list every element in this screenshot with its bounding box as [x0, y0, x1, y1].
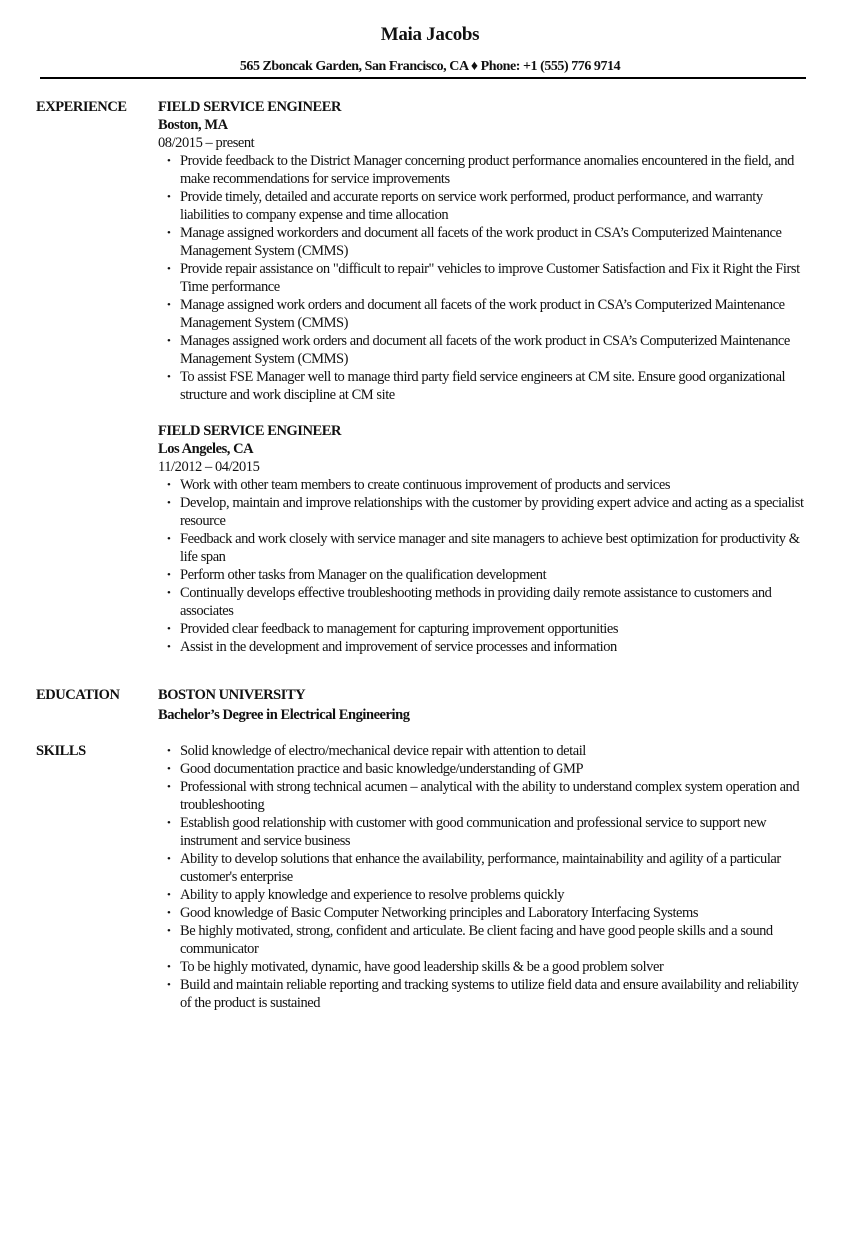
list-item: • Provided clear feedback to management for capturing improvement opportunities [180, 620, 806, 638]
experience-section [36, 98, 806, 674]
job-location: Boston, MA [158, 117, 228, 133]
skill-item: • Build and maintain reliable reporting and tracking systems to utilize field data and ensure availability and reliability of the product is sustained [180, 976, 806, 1012]
list-item: • Assist in the development and improvement of service processes and information [180, 638, 806, 656]
section-label: EDUCATION [36, 687, 120, 703]
list-item: • Continually develops effective troubleshooting methods in providing daily remote assistance to customers and associates [180, 584, 806, 620]
list-item: • Provide timely, detailed and accurate reports on service work performed, product performance, and warranty liabilities to company expense and time allocation [180, 188, 806, 224]
section-label: EXPERIENCE [36, 99, 127, 115]
skill-item: • To be highly motivated, dynamic, have good leadership skills & be a good problem solver [180, 958, 806, 976]
skills-section [36, 742, 806, 1012]
skill-item: • Solid knowledge of electro/mechanical device repair with attention to detail [180, 742, 806, 760]
skill-item: • Be highly motivated, strong, confident and articulate. Be client facing and have good people skills and a sound communicator [180, 922, 806, 958]
list-item: • Manage assigned work orders and document all facets of the work product in CSA’s Computerized Maintenance Management System (CMMS) [180, 296, 806, 332]
job-location: Los Angeles, CA [158, 441, 254, 457]
list-item: • To assist FSE Manager well to manage third party field service engineers at CM site. Ensure good organizational structure and work discipline at CM site [180, 368, 806, 404]
list-item: • Manage assigned workorders and document all facets of the work product in CSA’s Computerized Maintenance Management System (CMMS) [180, 224, 806, 260]
skill-item: • Good knowledge of Basic Computer Networking principles and Laboratory Interfacing Systems [180, 904, 806, 922]
skill-item: • Professional with strong technical acumen – analytical with the ability to understand complex system operation and troubleshooting [180, 778, 806, 814]
list-item: • Provide feedback to the District Manager concerning product performance anomalies encountered in the field, and make recommendations for service improvements [180, 152, 806, 188]
job-entry [158, 422, 806, 656]
job-title: FIELD SERVICE ENGINEER [158, 99, 341, 115]
section-label: SKILLS [36, 743, 86, 759]
job-dates: 11/2012 – 04/2015 [158, 459, 260, 475]
degree: Bachelor’s Degree in Electrical Engineering [158, 707, 410, 723]
job-title: FIELD SERVICE ENGINEER [158, 423, 341, 439]
job-dates: 08/2015 – present [158, 135, 255, 151]
list-item: • Work with other team members to create continuous improvement of products and services [180, 476, 806, 494]
education-section [36, 686, 806, 724]
candidate-name: Maia Jacobs [380, 24, 480, 45]
list-item: • Feedback and work closely with service manager and site managers to achieve best optimization for productivity & life span [180, 530, 806, 566]
list-item: • Provide repair assistance on "difficult to repair" vehicles to improve Customer Satisfaction and Fix it Right the First Time performance [180, 260, 806, 296]
list-item: • Develop, maintain and improve relationships with the customer by providing expert advice and acting as a specialist resource [180, 494, 806, 530]
list-item: • Manages assigned work orders and document all facets of the work product in CSA’s Computerized Maintenance Management System (CMMS) [180, 332, 806, 368]
list-item: • Perform other tasks from Manager on the qualification development [180, 566, 806, 584]
header-divider [40, 77, 806, 79]
skill-item: • Establish good relationship with customer with good communication and professional service to support new instrument and service business [180, 814, 806, 850]
skill-item: • Ability to apply knowledge and experience to resolve problems quickly [180, 886, 806, 904]
contact-line: 565 Zboncak Garden, San Francisco, CA ♦ Phone: +1 (555) 776 9714 [239, 59, 621, 74]
job-entry [158, 98, 806, 404]
skill-item: • Ability to develop solutions that enhance the availability, performance, maintainability and agility of a particular customer's enterprise [180, 850, 806, 886]
skill-item: • Good documentation practice and basic knowledge/understanding of GMP [180, 760, 806, 778]
school-name: BOSTON UNIVERSITY [158, 687, 306, 703]
